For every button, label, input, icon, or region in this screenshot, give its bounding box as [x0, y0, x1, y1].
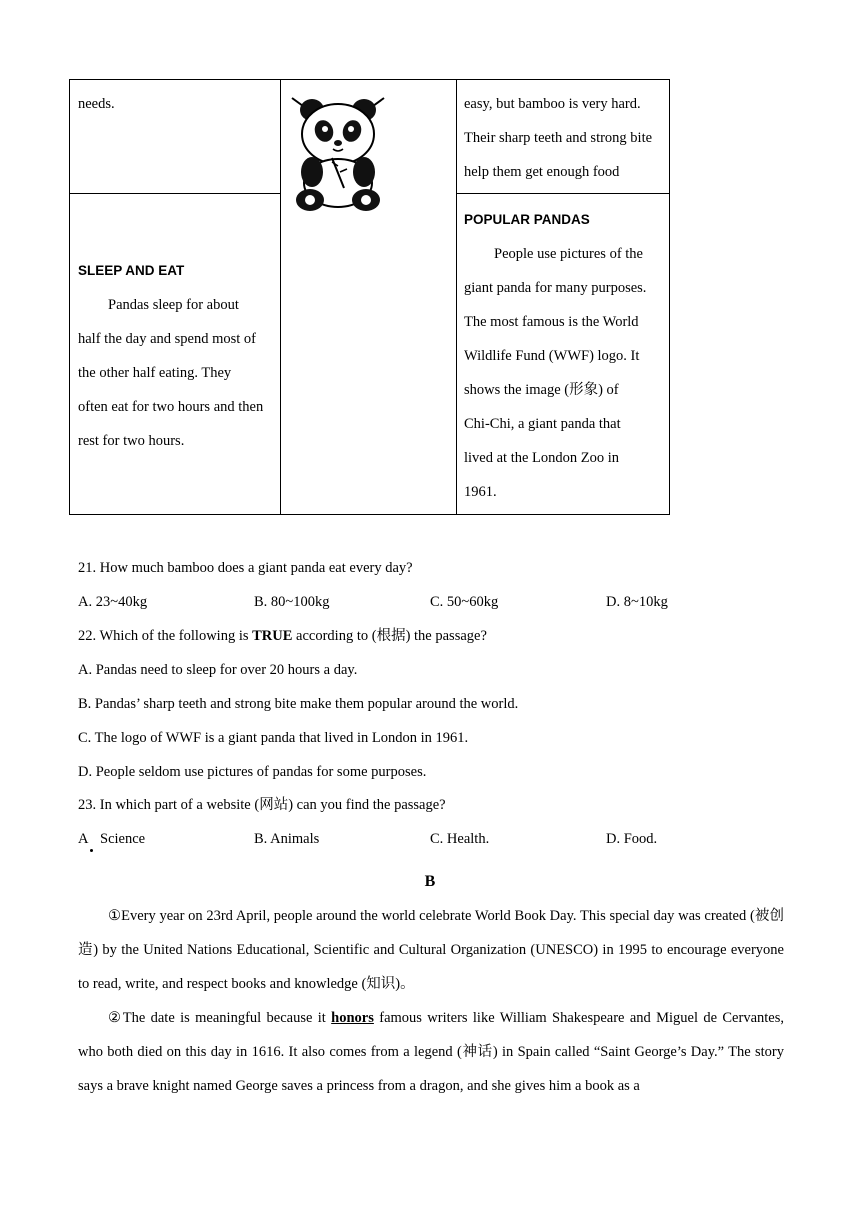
section-heading: POPULAR PANDAS — [464, 212, 590, 227]
stem-emphasis: TRUE — [252, 628, 293, 644]
cell-line: the other half eating. They — [78, 365, 232, 381]
paragraph-text-part: famous writers like William Shakespeare and Miguel de Cervantes, who both died on this day in 1616. It also comes from a legend (神话) in Spain called “Saint George’s Day.” The story says a brave knight named George saves a princess from a dragon, and she gives him a book as a — [78, 1010, 784, 1094]
cell-line: easy, but bamboo is very hard. — [464, 96, 641, 112]
cell-line: help them get enough food — [464, 164, 620, 180]
cell-line: The most famous is the World — [464, 314, 639, 330]
question-21-option-d: D. 8~10kg — [606, 594, 668, 610]
cell-line: People use pictures of the — [494, 246, 643, 262]
question-23-option-b: B. Animals — [254, 831, 320, 847]
table-divider — [280, 80, 281, 514]
stray-dot — [90, 849, 93, 852]
passage-paragraph-2 — [78, 1001, 784, 1103]
cell-line: Their sharp teeth and strong bite — [464, 130, 653, 146]
question-21-option-a: A. 23~40kg — [78, 594, 148, 610]
cell-line: often eat for two hours and then — [78, 399, 264, 415]
table-cell-sleep-and-eat — [78, 254, 276, 458]
passage-paragraph-1 — [78, 899, 784, 1001]
question-23-option-d: D. Food. — [606, 831, 658, 847]
paragraph-text: ①Every year on 23rd April, people around the world celebrate World Book Day. This special day was created (被创造) by the United Nations Educational, Scientific and Cultural Organization (UNESCO) in 1995 to encourage everyone to read, write, and respect books and knowledge (知识)。 — [78, 908, 784, 992]
reading-table — [69, 79, 670, 515]
cell-line: 1961. — [464, 484, 497, 500]
section-title: B — [424, 873, 436, 890]
cell-line: Chi-Chi, a giant panda that — [464, 416, 621, 432]
table-divider — [456, 193, 670, 194]
section-heading: SLEEP AND EAT — [78, 263, 185, 278]
question-21-stem: 21. How much bamboo does a giant panda eat every day? — [78, 560, 413, 576]
question-22-option-a: A. Pandas need to sleep for over 20 hours a day. — [78, 662, 358, 678]
stem-text: 22. Which of the following is — [78, 628, 253, 644]
cell-line: Wildlife Fund (WWF) logo. It — [464, 348, 640, 364]
paragraph-text — [78, 1001, 784, 1103]
question-23-stem: 23. In which part of a website (网站) can you find the passage? — [78, 797, 446, 813]
question-23-option-a-letter: A — [78, 831, 89, 847]
table-cell-top-left — [78, 87, 274, 121]
stem-text: according to (根据) the passage? — [292, 628, 487, 644]
question-22-option-b: B. Pandas’ sharp teeth and strong bite make them popular around the world. — [78, 696, 519, 712]
question-21-option-c: C. 50~60kg — [430, 594, 499, 610]
keyword-honors: honors — [331, 1010, 374, 1026]
table-cell-popular-pandas — [464, 203, 668, 509]
cell-line: rest for two hours. — [78, 433, 185, 449]
cell-line: Pandas sleep for about — [108, 297, 239, 313]
question-22-option-d: D. People seldom use pictures of pandas for some purposes. — [78, 764, 427, 780]
question-23-option-a: Science — [100, 831, 146, 847]
question-21-option-b: B. 80~100kg — [254, 594, 330, 610]
table-divider — [456, 80, 457, 514]
cell-line: giant panda for many purposes. — [464, 280, 647, 296]
cell-text: needs. — [78, 96, 115, 112]
question-23-option-c: C. Health. — [430, 831, 490, 847]
cell-line: half the day and spend most of — [78, 331, 256, 347]
paragraph-text-part: ②The date is meaningful because it — [108, 1010, 332, 1026]
question-22-option-c: C. The logo of WWF is a giant panda that lived in London in 1961. — [78, 730, 469, 746]
cell-line: lived at the London Zoo in — [464, 450, 620, 466]
question-22-stem — [78, 626, 487, 646]
panda-illustration-icon — [288, 88, 388, 213]
table-divider — [70, 193, 280, 194]
cell-line: shows the image (形象) of — [464, 382, 619, 398]
table-cell-top-right — [464, 87, 668, 189]
